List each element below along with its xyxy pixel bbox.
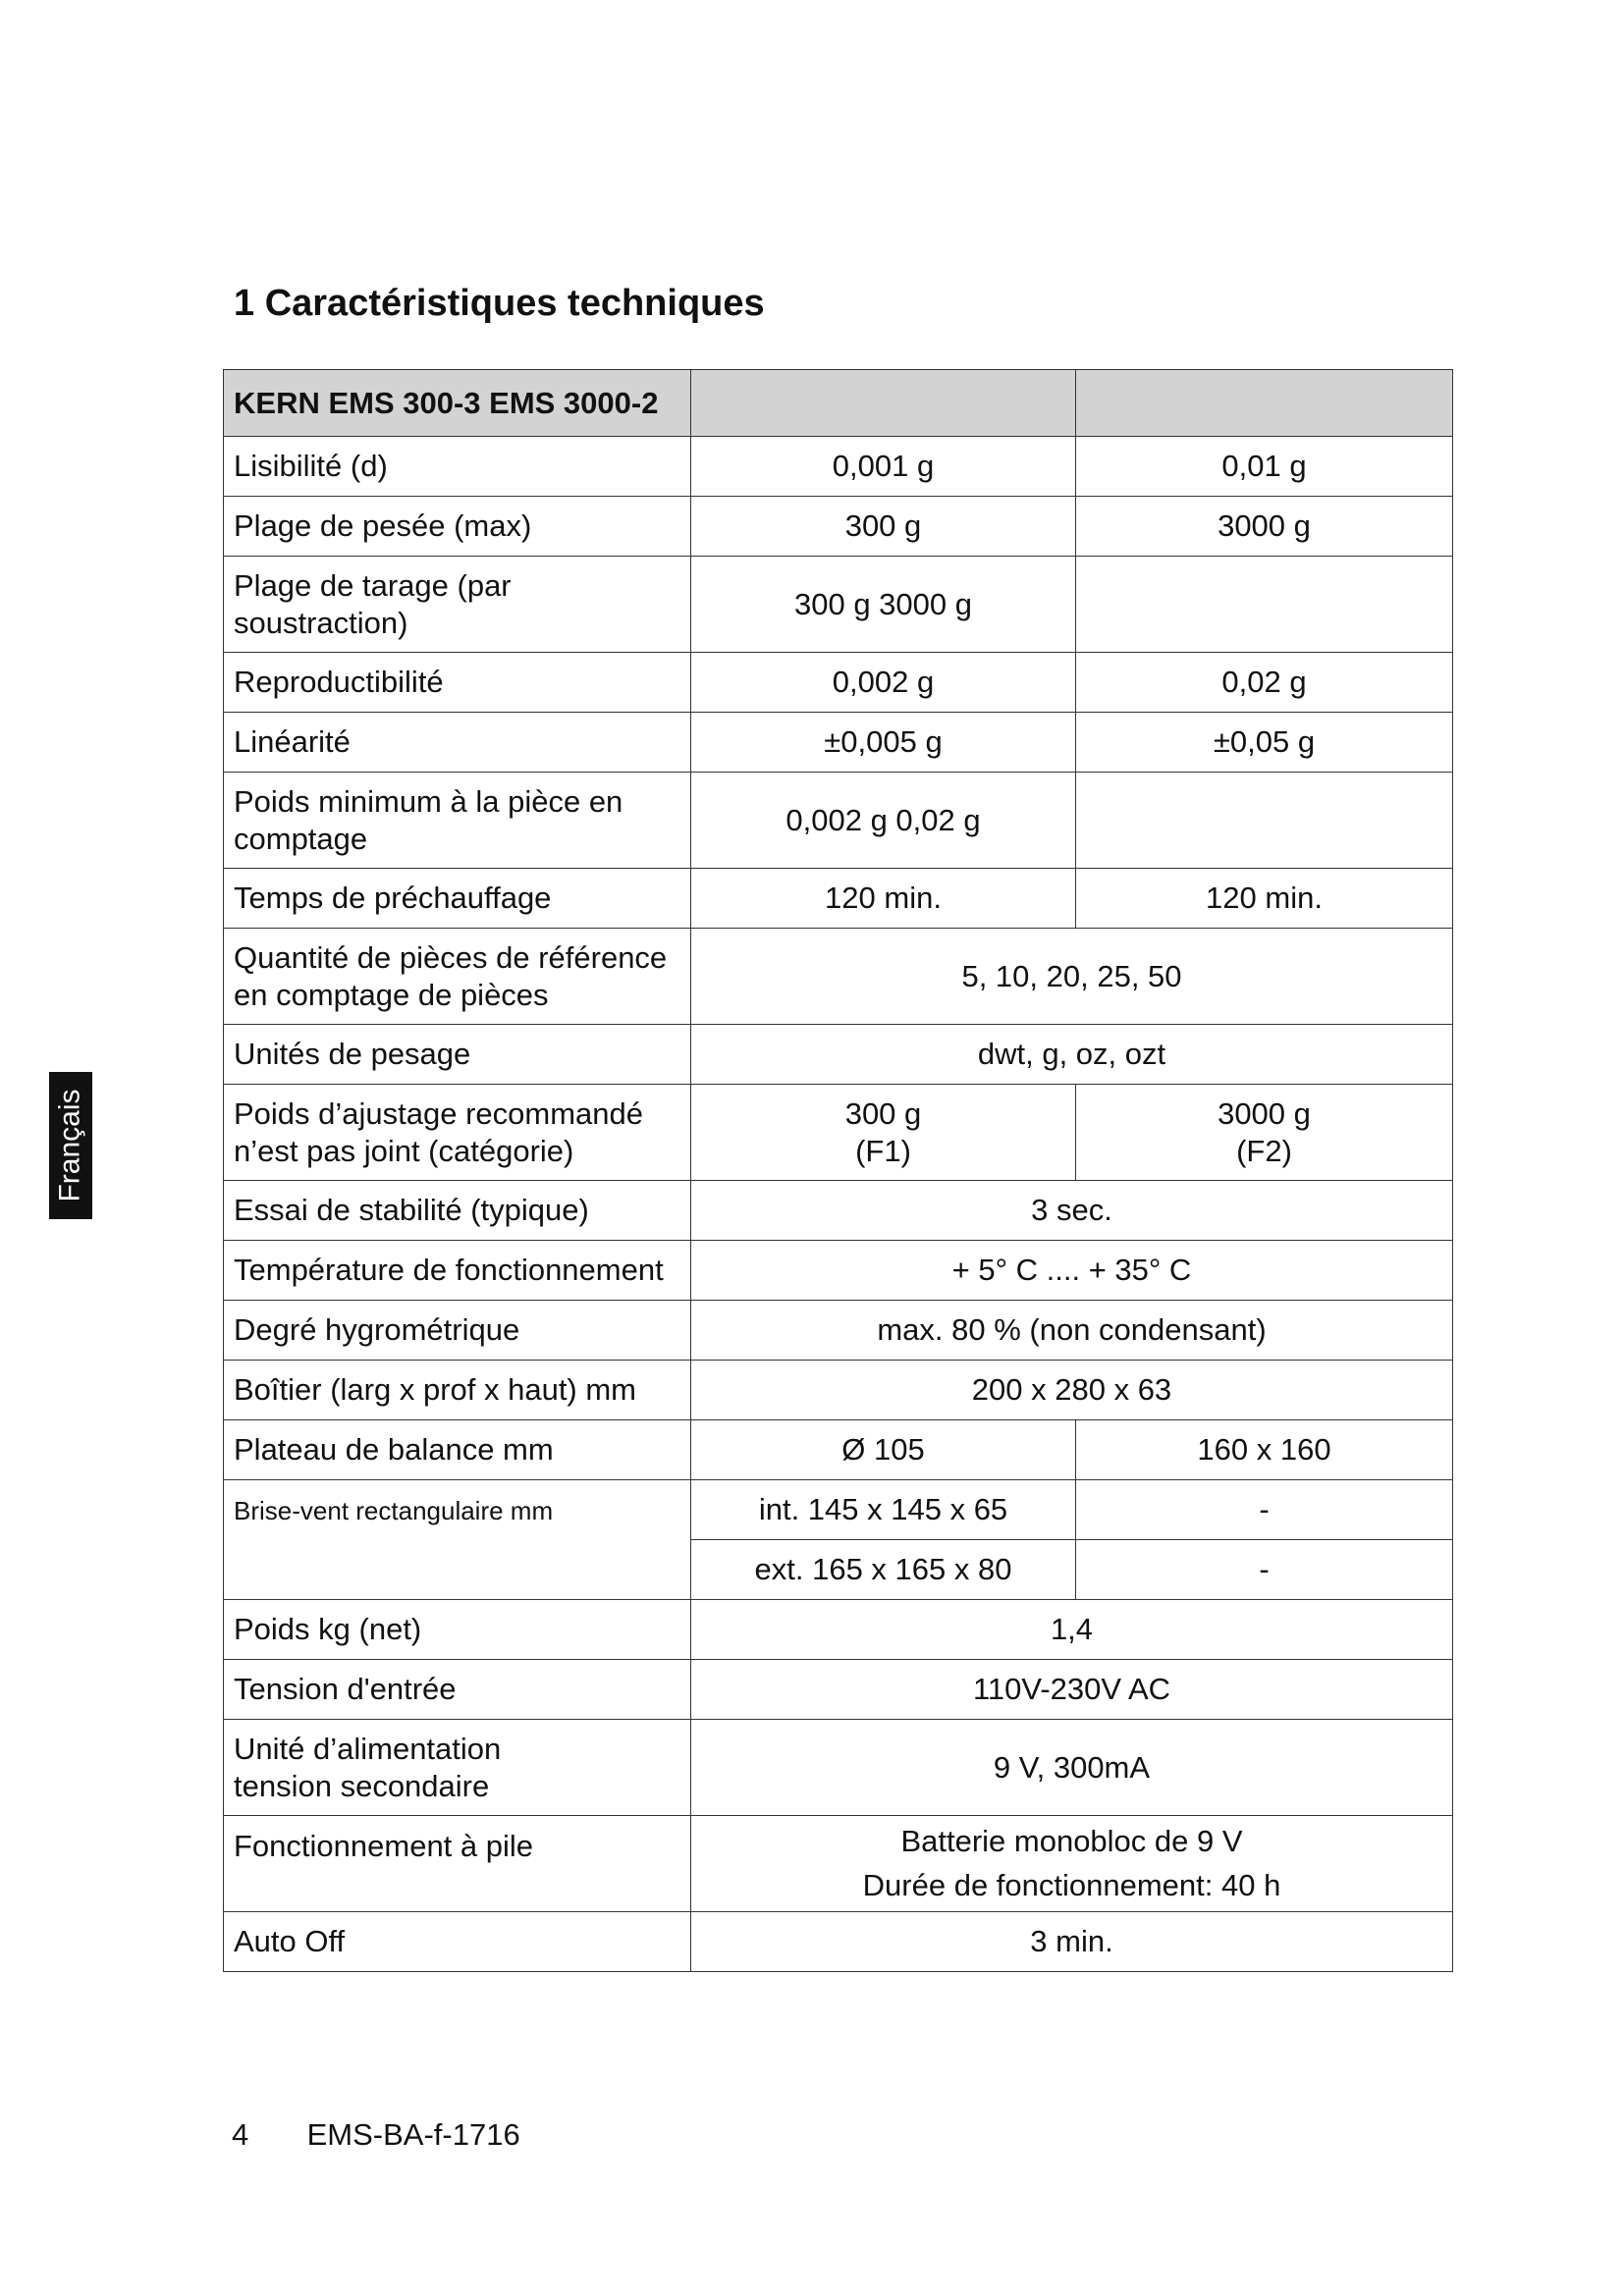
row-label: Plage de tarage (par soustraction) (224, 557, 691, 653)
row-label-line: Unité d’alimentation (234, 1732, 502, 1767)
row-label: Fonctionnement à pile (224, 1816, 691, 1912)
row-label-line: tension secondaire (234, 1768, 490, 1803)
page-number: 4 (232, 2117, 249, 2152)
value-shared: + 5° C .... + 35° C (691, 1241, 1453, 1301)
row-label: Poids kg (net) (224, 1600, 691, 1660)
value-line: 3000 g (1218, 1096, 1311, 1132)
table-row (224, 713, 1453, 773)
row-label: Linéarité (224, 713, 691, 773)
table-row (224, 1600, 1453, 1660)
table-row (224, 1420, 1453, 1480)
table-row (224, 1241, 1453, 1301)
value-shared: 3 sec. (691, 1181, 1453, 1241)
value-ems-300: 120 min. (691, 869, 1076, 929)
value-ems-300: 300 g 3000 g (691, 557, 1076, 653)
language-tab (49, 1072, 92, 1219)
value-shared: 5, 10, 20, 25, 50 (691, 929, 1453, 1025)
value-ems-3000-int: - (1076, 1480, 1453, 1540)
row-label: Quantité de pièces de référence en comptage de pièces (224, 929, 691, 1025)
value-ems-3000: 160 x 160 (1076, 1420, 1453, 1480)
value-shared: max. 80 % (non condensant) (691, 1301, 1453, 1361)
document-id: EMS-BA-f-1716 (306, 2117, 520, 2152)
table-row (224, 1912, 1453, 1972)
table-row (224, 1025, 1453, 1085)
row-label: Boîtier (larg x prof x haut) mm (224, 1361, 691, 1420)
page-title: 1 Caractéristiques techniques (234, 283, 765, 324)
row-label: Auto Off (224, 1912, 691, 1972)
table-row (224, 1301, 1453, 1361)
value-line: (F1) (855, 1133, 911, 1168)
table-header-row (224, 370, 1453, 437)
value-ems-300: ±0,005 g (691, 713, 1076, 773)
value-shared: 200 x 280 x 63 (691, 1361, 1453, 1420)
table-row (224, 1361, 1453, 1420)
row-label: Reproductibilité (224, 653, 691, 713)
row-label: Degré hygrométrique (224, 1301, 691, 1361)
table-row (224, 437, 1453, 497)
row-label: Poids d’ajustage recommandé n’est pas joint (catégorie) (224, 1085, 691, 1181)
row-label: Lisibilité (d) (224, 437, 691, 497)
value-ems-300: 300 g (691, 497, 1076, 557)
row-label: Brise-vent rectangulaire mm (224, 1480, 691, 1600)
row-label (224, 1720, 691, 1816)
row-label: Essai de stabilité (typique) (224, 1181, 691, 1241)
row-label: Plateau de balance mm (224, 1420, 691, 1480)
value-ems-3000: 120 min. (1076, 869, 1453, 929)
value-ems-300-ext: ext. 165 x 165 x 80 (691, 1540, 1076, 1600)
row-label: Plage de pesée (max) (224, 497, 691, 557)
value-shared: 110V-230V AC (691, 1660, 1453, 1720)
value-shared: 1,4 (691, 1600, 1453, 1660)
value-ems-3000: 3000 g (1076, 497, 1453, 557)
table-row (224, 1181, 1453, 1241)
value-line: (F2) (1236, 1133, 1292, 1168)
table-row (224, 1660, 1453, 1720)
value-ems-3000 (1076, 773, 1453, 869)
header-empty-cell (691, 370, 1076, 437)
table-row (224, 929, 1453, 1025)
value-shared: 9 V, 300mA (691, 1720, 1453, 1816)
value-ems-300: 0,002 g 0,02 g (691, 773, 1076, 869)
specifications-table (223, 369, 1453, 1972)
page-footer (232, 2117, 520, 2153)
value-ems-3000-ext: - (1076, 1540, 1453, 1600)
value-shared: 3 min. (691, 1912, 1453, 1972)
table-row (224, 1720, 1453, 1816)
value-ems-300: 0,001 g (691, 437, 1076, 497)
table-row (224, 1085, 1453, 1181)
value-ems-3000 (1076, 557, 1453, 653)
value-ems-3000: 0,01 g (1076, 437, 1453, 497)
row-label: Tension d'entrée (224, 1660, 691, 1720)
value-shared (691, 1816, 1453, 1912)
value-line: Durée de fonctionnement: 40 h (862, 1867, 1281, 1902)
value-ems-300: Ø 105 (691, 1420, 1076, 1480)
value-ems-3000 (1076, 1085, 1453, 1181)
table-row (224, 1480, 1453, 1540)
header-model-label: KERN EMS 300-3 EMS 3000-2 (224, 370, 691, 437)
value-ems-300 (691, 1085, 1076, 1181)
value-ems-300-int: int. 145 x 145 x 65 (691, 1480, 1076, 1540)
table-row (224, 497, 1453, 557)
value-ems-300: 0,002 g (691, 653, 1076, 713)
table-row (224, 653, 1453, 713)
value-ems-3000: 0,02 g (1076, 653, 1453, 713)
table-row (224, 1816, 1453, 1912)
table-row (224, 773, 1453, 869)
value-line: Batterie monobloc de 9 V (900, 1823, 1243, 1858)
language-tab-label: Français (54, 1089, 87, 1202)
value-shared: dwt, g, oz, ozt (691, 1025, 1453, 1085)
table-row (224, 557, 1453, 653)
table-row (224, 869, 1453, 929)
header-empty-cell (1076, 370, 1453, 437)
row-label: Unités de pesage (224, 1025, 691, 1085)
row-label: Température de fonctionnement (224, 1241, 691, 1301)
value-ems-3000: ±0,05 g (1076, 713, 1453, 773)
value-line: 300 g (844, 1096, 922, 1132)
row-label: Temps de préchauffage (224, 869, 691, 929)
row-label: Poids minimum à la pièce en comptage (224, 773, 691, 869)
